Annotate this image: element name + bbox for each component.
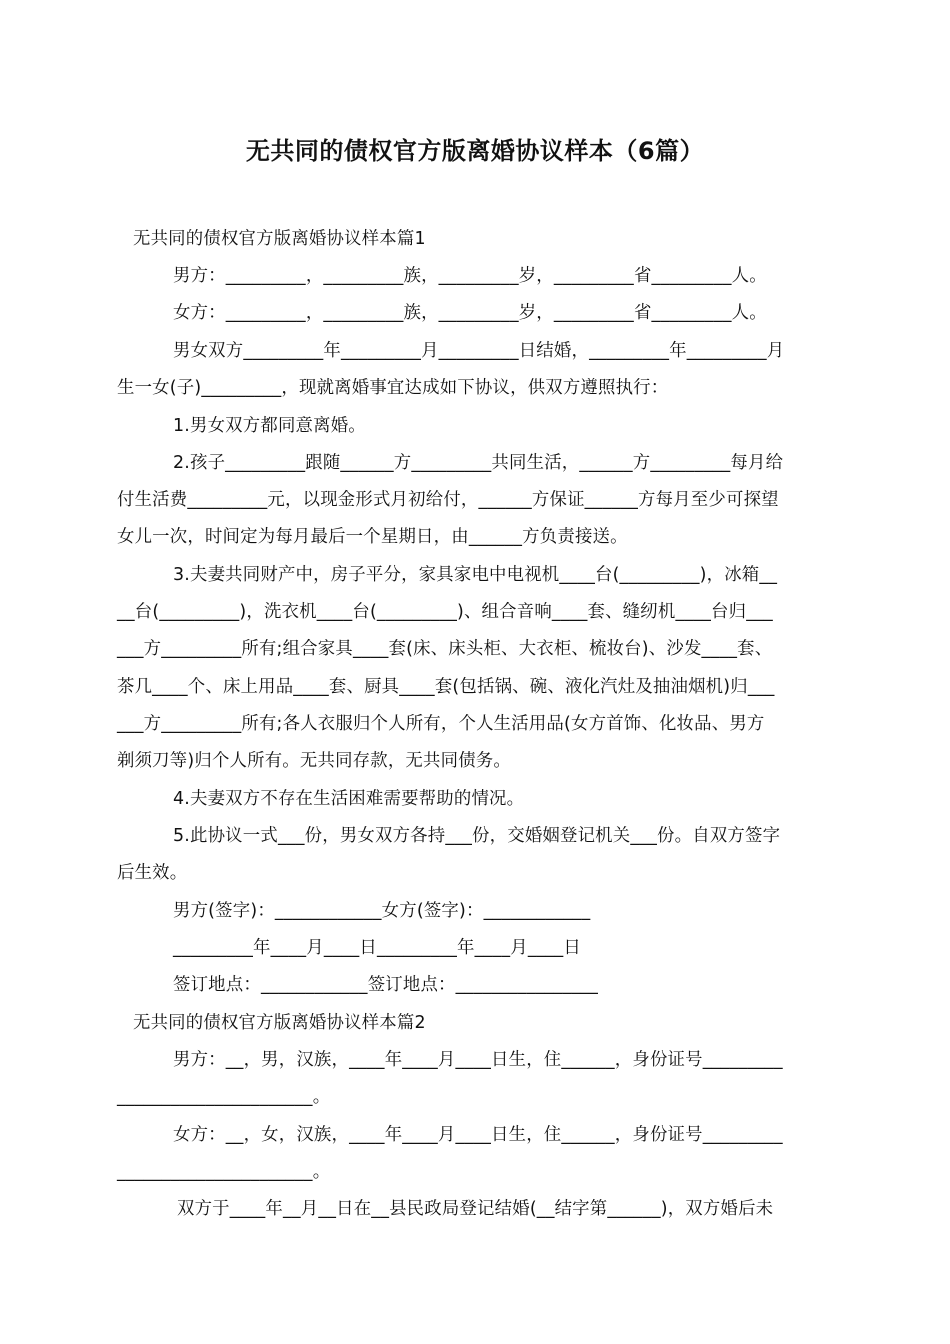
date-line: _________年____月____日_________年____月____日: [173, 938, 581, 958]
paragraph-line: ___方_________所有;组合家具____套(床、床头柜、大衣柜、梳妆台)、沙发____套、: [117, 639, 773, 659]
location-line: 签订地点：____________签订地点：________________: [173, 975, 598, 995]
paragraph-line: 剃须刀等)归个人所有。无共同存款，无共同债务。: [117, 751, 511, 771]
signature-line: 男方(签字)：____________女方(签字)：____________: [173, 901, 591, 921]
paragraph-line: 男方：__，男，汉族，____年____月____日生，住______，身份证号_________: [173, 1050, 783, 1070]
document-title: 无共同的债权官方版离婚协议样本（6篇）: [245, 137, 705, 165]
paragraph-line: 后生效。: [117, 863, 188, 883]
paragraph-line: 男女双方_________年_________月_________日结婚，_________年_________月: [173, 341, 785, 361]
paragraph-line: 女儿一次，时间定为每月最后一个星期日，由______方负责接送。: [117, 527, 628, 547]
paragraph-line: 5.此协议一式___份，男女双方各持___份，交婚姻登记机关___份。自双方签字: [173, 826, 781, 846]
paragraph-line: 3.夫妻共同财产中，房子平分，家具家电中电视机____台(_________)，冰箱__: [173, 565, 778, 585]
section-heading: 无共同的债权官方版离婚协议样本篇1: [133, 229, 426, 249]
paragraph-line: __台(_________)，洗衣机____台(_________)、组合音响____套、缝纫机____台归___: [117, 602, 773, 622]
paragraph-line: 男方：_________，_________族，_________岁，_________省_________人。: [173, 266, 767, 286]
section-heading: 无共同的债权官方版离婚协议样本篇2: [133, 1013, 426, 1033]
paragraph-line: 付生活费_________元，以现金形式月初给付，______方保证______方每月至少可探望: [117, 490, 779, 510]
paragraph-line: 生一女(子)_________，现就离婚事宜达成如下协议，供双方遵照执行：: [117, 378, 669, 398]
paragraph-line: 双方于____年__月__日在__县民政局登记结婚(__结字第______)，双方婚后未: [177, 1199, 774, 1219]
paragraph-line: ___方_________所有;各人衣服归个人所有，个人生活用品(女方首饰、化妆品、男方: [117, 714, 765, 734]
paragraph-line: 1.男女双方都同意离婚。: [173, 416, 366, 436]
paragraph-line: 女方：__，女，汉族，____年____月____日生，住______，身份证号_________: [173, 1125, 783, 1145]
paragraph-line: 女方：_________，_________族，_________岁，_________省_________人。: [173, 303, 767, 323]
paragraph-line: ______________________。: [117, 1162, 331, 1182]
paragraph-line: 茶几____个、床上用品____套、厨具____套(包括锅、碗、液化汽灶及抽油烟机)归___: [117, 677, 775, 697]
paragraph-line: 4.夫妻双方不存在生活困难需要帮助的情况。: [173, 789, 525, 809]
paragraph-line: ______________________。: [117, 1087, 331, 1107]
paragraph-line: 2.孩子_________跟随______方_________共同生活，______方_________每月给: [173, 453, 784, 473]
